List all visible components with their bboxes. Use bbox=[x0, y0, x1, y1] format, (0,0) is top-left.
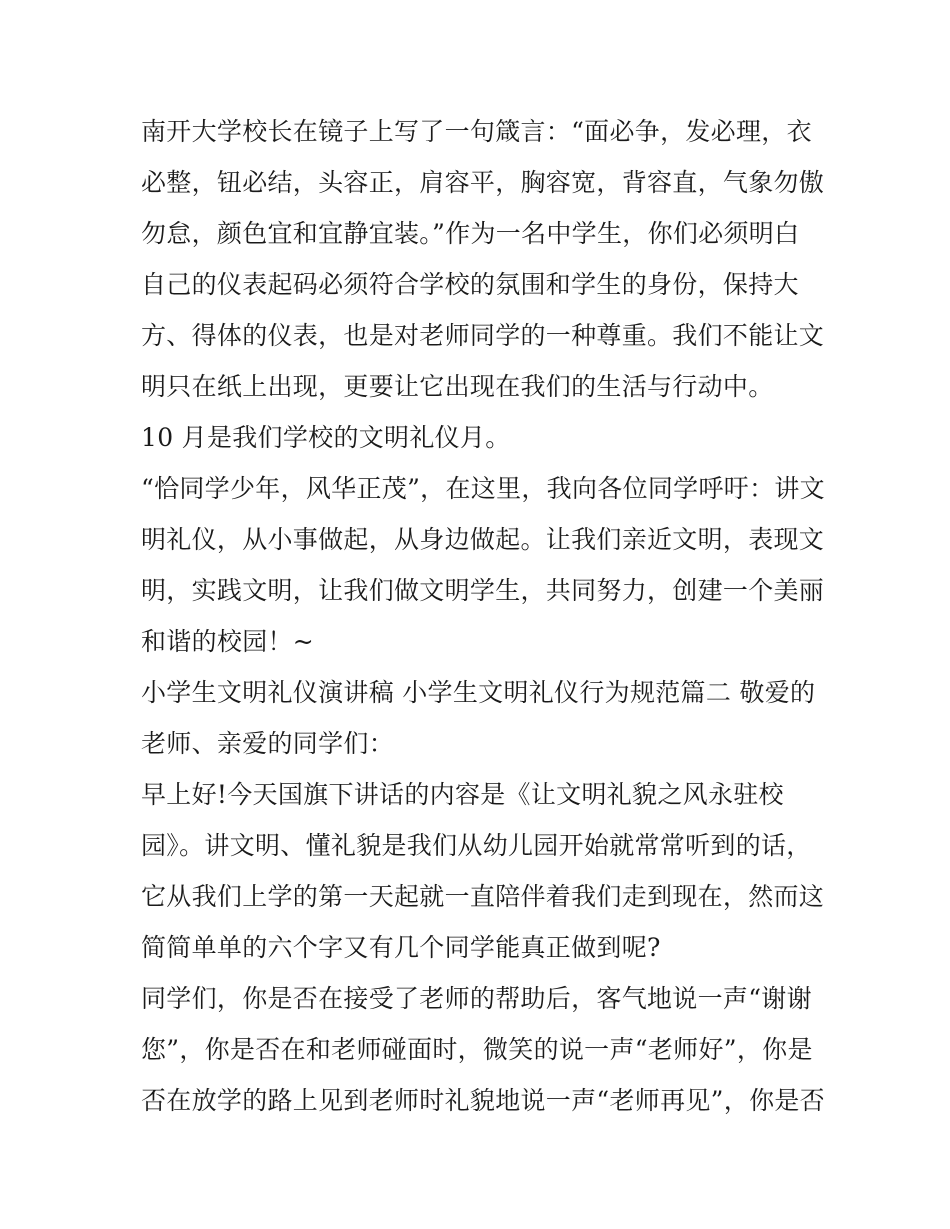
text-line: 和谐的校园！~ bbox=[141, 627, 315, 656]
text-line: 小学生文明礼仪演讲稿 小学生文明礼仪行为规范篇二 敬爱的 bbox=[141, 678, 816, 707]
text-line: 它从我们上学的第一天起就一直陪伴着我们走到现在，然而这 bbox=[141, 882, 825, 911]
text-line: 老师、亲爱的同学们： bbox=[141, 729, 395, 758]
text-line: 早上好!今天国旗下讲话的内容是《让文明礼貌之风永驻校 bbox=[141, 780, 784, 809]
text-line: 明只在纸上出现，更要让它出现在我们的生活与行动中。 bbox=[141, 372, 774, 401]
text-line: 明礼仪，从小事做起，从身边做起。让我们亲近文明，表现文 bbox=[141, 525, 825, 554]
text-line: 方、得体的仪表，也是对老师同学的一种尊重。我们不能让文 bbox=[141, 321, 825, 350]
text-line: 同学们，你是否在接受了老师的帮助后，客气地说一声“谢谢 bbox=[141, 984, 812, 1013]
text-line: 南开大学校长在镜子上写了一句箴言：“面必争，发必理，衣 bbox=[141, 117, 812, 146]
text-line: “恰同学少年，风华正茂”，在这里，我向各位同学呼吁：讲文 bbox=[141, 474, 825, 503]
text-line: 10 月是我们学校的文明礼仪月。 bbox=[141, 423, 511, 452]
text-line: 否在放学的路上见到老师时礼貌地说一声“老师再见”，你是否 bbox=[141, 1086, 825, 1115]
document-body bbox=[141, 106, 831, 1126]
text-line: 自己的仪表起码必须符合学校的氛围和学生的身份，保持大 bbox=[141, 270, 799, 299]
text-line: 简简单单的六个字又有几个同学能真正做到呢? bbox=[141, 933, 661, 962]
text-line: 您”，你是否在和老师碰面时，微笑的说一声“老师好”，你是 bbox=[141, 1035, 813, 1064]
text-line: 明，实践文明，让我们做文明学生，共同努力，创建一个美丽 bbox=[141, 576, 825, 605]
text-line: 勿怠，颜色宜和宜静宜装。”作为一名中学生，你们必须明白 bbox=[141, 219, 800, 248]
text-line: 园》。讲文明、懂礼貌是我们从幼儿园开始就常常听到的话， bbox=[141, 831, 812, 860]
text-line: 必整，钮必结，头容正，肩容平，胸容宽，背容直，气象勿傲 bbox=[141, 168, 825, 197]
